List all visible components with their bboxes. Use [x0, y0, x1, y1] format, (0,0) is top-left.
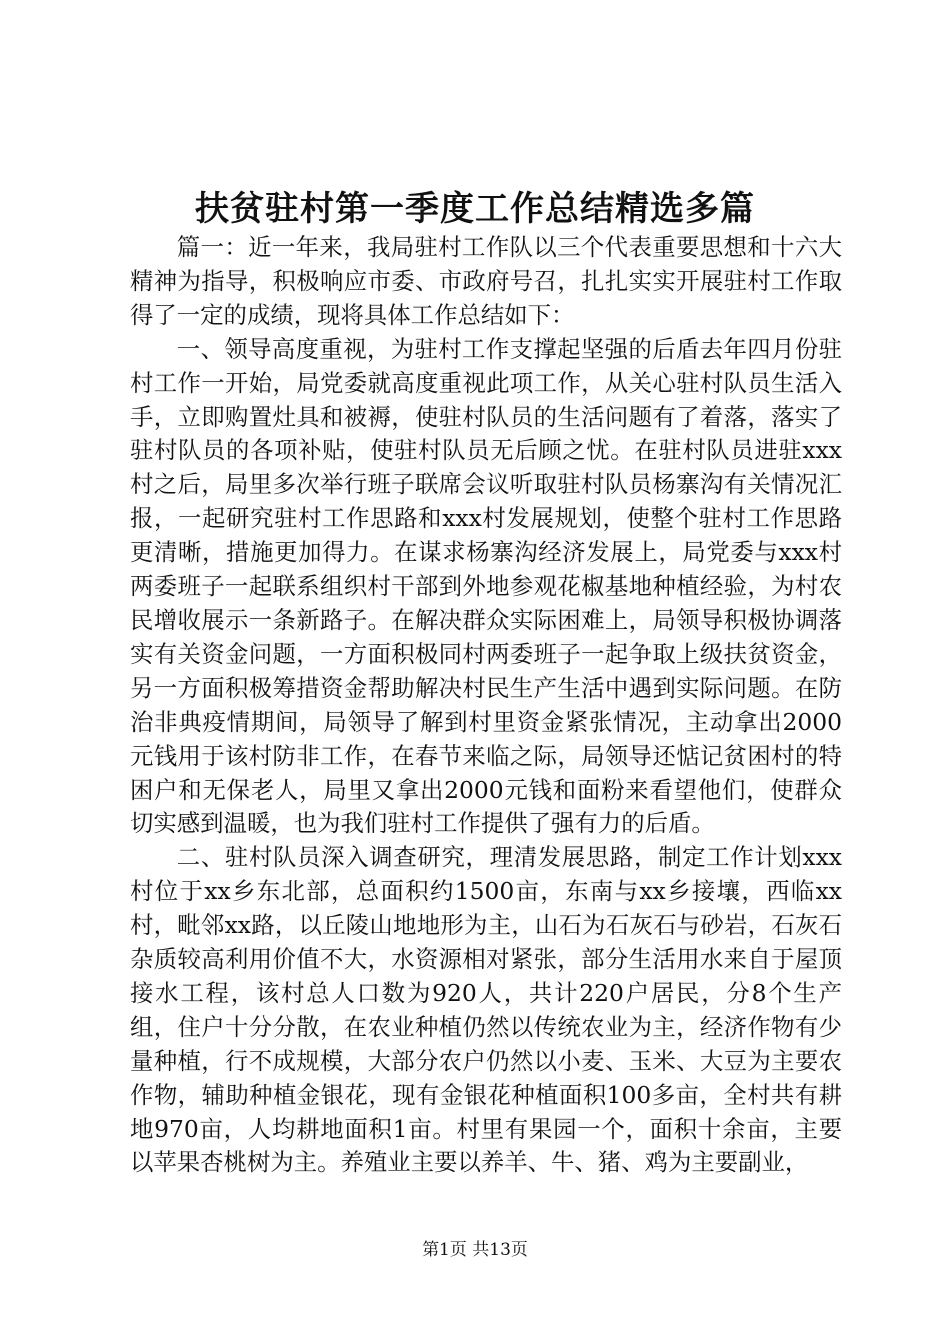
paragraph-intro: 篇一：近一年来，我局驻村工作队以三个代表重要思想和十六大精神为指导，积极响应市委、市政府号召，扎扎实实开展驻村工作取得了一定的成绩，现将具体工作总结如下：	[130, 233, 842, 329]
document-body	[130, 231, 842, 1180]
paragraph-section-two: 二、驻村队员深入调查研究，理清发展思路，制定工作计划xxx村位于xx乡东北部，总面积约1500亩，东南与xx乡接壤，西临xx村，毗邻xx路，以丘陵山地地形为主，山石为石灰石与砂岩，石灰石杂质较高利用价值不大，水资源相对紧张，部分生活用水来自于屋顶接水工程，该村总人口数为920人，共计220户居民，分8个生产组，住户十分分散，在农业种植仍然以传统农业为主，经济作物有少量种植，行不成规模，大部分农户仍然以小麦、玉米、大豆为主要农作物，辅助种植金银花，现有金银花种植面积100多亩，全村共有耕地970亩，人均耕地面积1亩。村里有果园一个，面积十余亩，主要以苹果杏桃树为主。养殖业主要以养羊、牛、猪、鸡为主要副业，	[130, 843, 842, 1177]
paragraph-section-one: 一、领导高度重视，为驻村工作支撑起坚强的后盾去年四月份驻村工作一开始，局党委就高度重视此项工作，从关心驻村队员生活入手，立即购置灶具和被褥，使驻村队员的生活问题有了着落，落实了驻村队员的各项补贴，使驻村队员无后顾之忧。在驻村队员进驻xxx村之后，局里多次举行班子联席会议听取驻村队员杨寨沟有关情况汇报，一起研究驻村工作思路和xxx村发展规划，使整个驻村工作思路更清晰，措施更加得力。在谋求杨寨沟经济发展上，局党委与xxx村两委班子一起联系组织村干部到外地参观花椒基地种植经验，为村农民增收展示一条新路子。在解决群众实际困难上，局领导积极协调落实有关资金问题，一方面积极同村两委班子一起争取上级扶贫资金，另一方面积极筹措资金帮助解决村民生产生活中遇到实际问题。在防治非典疫情期间，局领导了解到村里资金紧张情况，主动拿出2000元钱用于该村防非工作，在春节来临之际，局领导还惦记贫困村的特困户和无保老人，局里又拿出2000元钱和面粉来看望他们，使群众切实感到温暖，也为我们驻村工作提供了强有力的后盾。	[130, 334, 842, 838]
page-footer: 第1页 共13页	[422, 1240, 528, 1260]
document-title: 扶贫驻村第一季度工作总结精选多篇	[195, 189, 755, 229]
